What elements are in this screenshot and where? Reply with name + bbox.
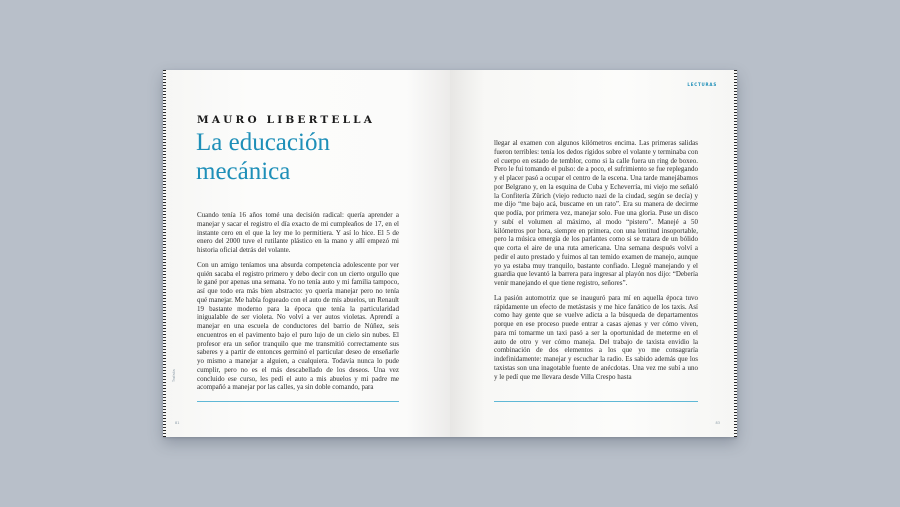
- paragraph: Con un amigo teníamos una absurda competencia adolescente por ver quién sacaba el registro primero y debo decir con un cierto orgullo que le gané por apenas una semana. Yo no tenía auto y mi familia tampoco, así que todo era más bien abstracto: yo quería manejar pero no tenía qué manejar. Me había fogueado con el auto de mis abuelos, un Renault 19 bastante moderno para la época que tenía la particularidad inigualable de ser violeta. No volví a ver autos violetas. Aprendí a manejar en una escuela de conductores del barrio de Núñez, seis encuentros en el pavimento bajo el puro lujo de un cielo sin nubes. El profesor era un señor tranquilo que me transmitió correctamente sus saberes y a partir de entonces germinó el particular deseo de enseñarle yo mismo a manejar a alguien, a cualquiera. Todavía nunca lo pude cumplir, pero no es el más descabellado de los deseos. Una vez concluido ese curso, les pedí el auto a mis abuelos y mi padre me acompañó a manejar por las calles, ya sin doble comando, para: [197, 260, 399, 392]
- section-label: LECTURAS: [687, 82, 717, 87]
- side-label: Trafalia: [172, 369, 176, 382]
- right-page: [450, 70, 737, 437]
- paragraph: llegar al examen con algunos kilómetros encima. Las primeras salidas fueron terribles: tenía los dedos rígidos sobre el volante y terminaba con el cuerpo en estado de temblor, como si la calle fuera un ring de boxeo. Pero le fui tomando el pulso: de a poco, el sufrimiento se fue replegando y el placer pasó a ocupar el centro de la escena. Una tarde manejábamos por Belgrano y, en la esquina de Cuba y Echeverría, mi viejo me señaló la Confitería Zürich (viejo reducto nazi de la ciudad, según se decía) y me dijo “me bajo acá, buscame en un rato”. Era su manera de decirme que podía, por primera vez, manejar solo. Fue una gloria. Puse un disco y subí el volumen al máximo, al modo “pistero”. Manejé a 50 kilómetros por hora, siempre en primera, con una lentitud insoportable, pero la música emergía de los parlantes como si se tratara de un bólido que corta el aire de una ruta americana. Una semana después volví a pedir el auto prestado y fuimos al tan temido examen de manejo, aunque yo ya estaba muy tranquilo, bastante confiado. Llegué manejando y el guardia que levantó la barrera para ingresar al playón nos dijo: “Debería venir manejando el que tiene registro, señores”.: [494, 139, 698, 287]
- right-bottom-rule: [494, 401, 698, 402]
- author-name: MAURO LIBERTELLA: [197, 114, 376, 126]
- left-page: [163, 70, 450, 437]
- right-page-edge: [734, 70, 737, 437]
- page-number-left: 81: [175, 421, 180, 425]
- magazine-spread: [163, 70, 737, 437]
- left-body-text: [197, 211, 399, 398]
- page-number-right: 83: [715, 421, 720, 425]
- left-bottom-rule: [197, 401, 399, 402]
- left-page-edge: [163, 70, 166, 437]
- paragraph: Cuando tenía 16 años tomé una decisión radical: quería aprender a manejar y sacar el registro el día exacto de mi cumpleaños de 17, en el instante cero en el que la ley me lo permitiera. Y así lo hice. El 5 de enero del 2000 tuve el rutilante plástico en la mano y allí empezó mi historia oficial detrás del volante.: [197, 211, 399, 254]
- right-body-text: [494, 139, 698, 387]
- paragraph: La pasión automotriz que se inauguró para mí en aquella época tuvo rápidamente un efecto de metástasis y me hice fanático de los taxis. Así como hay gente que se vuelve adicta a la búsqueda de departamentos porque en ese proceso puede entrar a casas ajenas y ver cómo viven, para mí tomarme un taxi pasó a ser la oportunidad de meterme en el auto de otro y ver cómo maneja. Del trabajo de taxista envidio la combinación de dos elementos a los que yo me consagraría indefinidamente: manejar y escuchar la radio. Es sabido además que los taxistas son una inagotable fuente de anécdotas. Una vez me subí a uno y le pedí que me llevara desde Villa Crespo hasta: [494, 293, 698, 381]
- article-title: La educación mecánica: [196, 129, 330, 185]
